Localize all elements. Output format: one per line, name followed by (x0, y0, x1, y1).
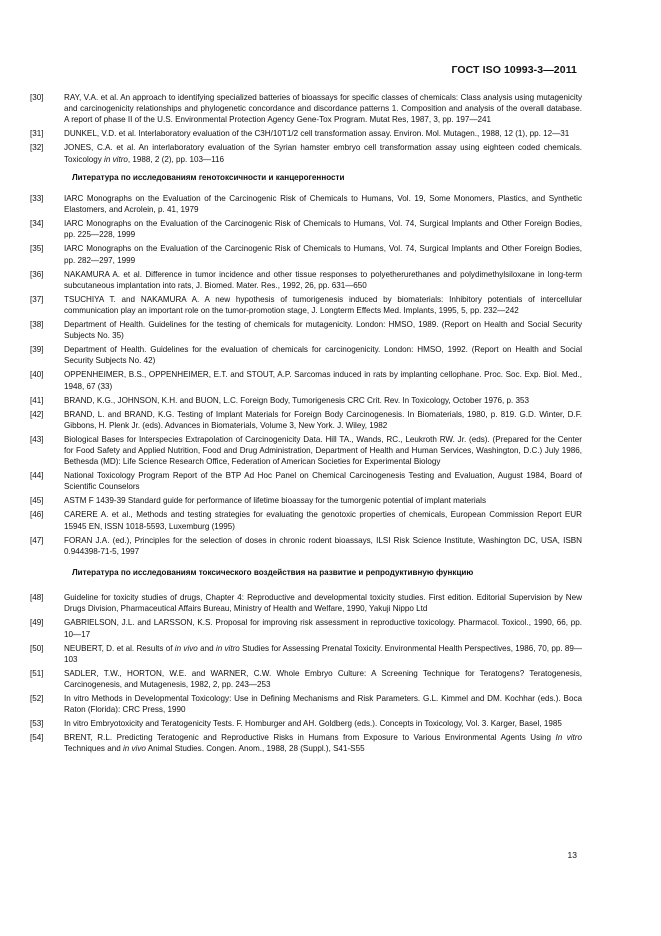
reference-entry (30, 693, 582, 715)
reference-entry (30, 294, 582, 316)
reference-entry (30, 344, 582, 366)
reference-entry (30, 218, 582, 240)
reference-text (64, 294, 582, 316)
reference-text-part: In vitro Embryotoxicity and Teratogenicity Tests. F. Homburger and AH. Goldberg (eds.). Concepts in Toxicology, Vol. 3. Karger, Basel, 1985 (64, 719, 562, 729)
reference-text-part: , 1988, 2 (2), pp. 103—116 (127, 154, 225, 164)
reference-text-part: and (197, 643, 216, 653)
reference-text-part: TSUCHIYA T. and NAKAMURA A. A new hypothesis of tumorigenesis induced by biomaterials: Inhibitory potentials of intercellular communication play an important role on the tumor-promotion stage, J. Longterm Effects Med. Implants, 1995, 5, pp. 232—242 (64, 294, 582, 316)
reference-number: [41] (30, 395, 44, 405)
section-title-reproductive: Литература по исследованиям токсического воздействия на развитие и репродуктивную функцию (72, 568, 474, 578)
reference-text (64, 434, 582, 468)
reference-text-part: NAKAMURA A. et al. Difference in tumor incidence and other tissue responses to polyetherurethanes and polydimethylsiloxane in long-term subcutaneous implantation into rats, J. Biomed. Mater. Res., 1992, 26, pp. 631—650 (64, 269, 582, 290)
reference-number: [37] (30, 294, 44, 304)
reference-text-part: BRAND, L. and BRAND, K.G. Testing of Implant Materials for Foreign Body Carcinogenesis. In Biomaterials, 1980, p. 819. G.D. Winter, D.F. Gibbons, H. Plenk Jr. (eds). Advances in Biomaterials, Volume 3, New York. J. Wiley, 1982 (64, 409, 582, 430)
reference-text (64, 395, 582, 406)
reference-number: [43] (30, 434, 44, 444)
reference-text (64, 732, 582, 754)
reference-number: [42] (30, 409, 44, 419)
reference-entry (30, 395, 582, 406)
reference-number: [48] (30, 593, 44, 603)
reference-number: [45] (30, 496, 44, 506)
reference-entry (30, 92, 582, 126)
reference-number: [46] (30, 510, 44, 520)
reference-entry (30, 434, 582, 468)
reference-text (64, 592, 582, 614)
reference-entry (30, 535, 582, 557)
reference-number: [54] (30, 733, 44, 743)
reference-text-part: Department of Health. Guidelines for the testing of chemicals for mutagenicity. London: HMSO, 1989. (Report on Health and Social Security Subjects No. 35) (64, 320, 582, 341)
reference-text-part: Studies for Assessing Prenatal Toxicity. Environmental Health Perspectives, 1986, 70, pp. 89—103 (64, 643, 582, 664)
reference-group-general (30, 92, 582, 165)
reference-text-part: RAY, V.A. et al. An approach to identifying specialized batteries of bioassays for specific classes of chemicals: Class analysis using mutagenicity and carcinogenicity relationships and phylogenetic concordance and discordance patterns 1. Composition and analysis of the overall database. A report of phase II of the U.S. Environmental Protection Agency Gene-Tox Program. Mutat Res, 1987, 3, pp. 197—241 (64, 93, 582, 125)
reference-group-genotoxicity (30, 193, 582, 557)
reference-text-part: BRAND, K.G., JOHNSON, K.H. and BUON, L.C. Foreign Body, Tumorigenesis CRC Crit. Rev. In Toxicology, October 1976, p. 353 (64, 395, 529, 405)
reference-text-italic: in vitro (215, 643, 240, 653)
references-list (30, 92, 582, 757)
reference-text (64, 470, 582, 492)
reference-text (64, 269, 582, 291)
reference-entry (30, 732, 582, 754)
reference-number: [51] (30, 668, 44, 678)
reference-text-part: IARC Monographs on the Evaluation of the Carcinogenic Risk of Chemicals to Humans, Vol. 19, Some Monomers, Plastics, and Synthetic Elastomers, and Acrolein, p. 41, 1979 (64, 194, 582, 215)
reference-number: [34] (30, 219, 44, 229)
reference-text-italic: in vivo (122, 744, 146, 754)
reference-text-part: Biological Bases for Interspecies Extrapolation of Carcinogenicity Data. Hill TA., Wands, RC., Leukroth RW. Jr. (eds). (Prepared for the Center for Food Safety and Applied Nutrition, Food and Drug Administration, Department of Health and Human Services, Washington, D.C.) July 1986, Bethesda (MD): Life Science Research Office, Federation of American Societies for Experimental Biology (64, 434, 582, 467)
reference-entry (30, 319, 582, 341)
reference-entry (30, 592, 582, 614)
reference-text (64, 643, 582, 665)
reference-entry (30, 617, 582, 639)
reference-text (64, 319, 582, 341)
reference-text-part: CARERE A. et al., Methods and testing strategies for evaluating the genotoxic properties of chemicals, European Commission Report EUR 15945 EN, ISSN 1018-5593, Luxemburg (1995) (64, 510, 582, 531)
reference-number: [52] (30, 694, 44, 704)
reference-entry (30, 142, 582, 164)
reference-text-part: In vitro Methods in Developmental Toxicology: Use in Defining Mechanisms and Risk Parameters. G.L. Kimmel and DM. Kochhar (eds.). Boca Raton (Florida): CRC Press, 1990 (64, 694, 582, 715)
reference-text-part: Department of Health. Guidelines for the evaluation of chemicals for carcinogenicity. London: HMSO, 1992. (Report on Health and Social Security Subjects No. 42) (64, 345, 582, 366)
reference-text (64, 535, 582, 557)
reference-text-part: OPPENHEIMER, B.S., OPPENHEIMER, E.T. and STOUT, A.P. Sarcomas induced in rats by implanting cellophane. Proc. Soc. Exp. Biol. Med., 1948, 67 (33) (64, 370, 582, 391)
reference-text-part: NEUBERT, D. et al. Results of (64, 643, 175, 653)
reference-text (64, 193, 582, 215)
reference-entry (30, 269, 582, 291)
reference-text (64, 243, 582, 265)
reference-text-part: DUNKEL, V.D. et al. Interlaboratory evaluation of the C3H/10T1/2 cell transformation assay. Environ. Mol. Mutagen., 1988, 12 (1), pp. 12—31 (64, 129, 570, 139)
reference-text (64, 128, 582, 139)
reference-text (64, 369, 582, 391)
reference-text-part: GABRIELSON, J.L. and LARSSON, K.S. Proposal for improving risk assessment in reproductive toxicology. Pharmacol. Toxicol., 1990, 66, pp. 10—17 (64, 618, 582, 639)
reference-number: [47] (30, 535, 44, 545)
reference-text (64, 92, 582, 126)
reference-text (64, 218, 582, 240)
reference-entry (30, 369, 582, 391)
reference-entry (30, 509, 582, 531)
reference-text-part: BRENT, R.L. Predicting Teratogenic and Reproductive Risks in Humans from Exposure to Various Environmental Agents Using (64, 733, 556, 743)
reference-text-part: Animal Studies. Congen. Anom., 1988, 28 (Suppl.), S41-S55 (145, 744, 365, 754)
reference-text-part: IARC Monographs on the Evaluation of the Carcinogenic Risk of Chemicals to Humans, Vol. 74, Surgical Implants and Other Foreign Bodies, pp. 225—228, 1999 (64, 219, 582, 240)
reference-number: [33] (30, 194, 44, 204)
reference-text (64, 693, 582, 715)
reference-number: [49] (30, 618, 44, 628)
reference-text-italic: in vivo (174, 643, 198, 653)
reference-text-part: FORAN J.A. (ed.), Principles for the selection of doses in chronic rodent bioassays, ILSI Risk Science Institute, Washington DC, USA, ISBN 0.944398-71-5, 1997 (64, 535, 582, 556)
reference-text (64, 142, 582, 164)
reference-text (64, 509, 582, 531)
reference-text (64, 718, 582, 729)
reference-text-italic: In vitro (555, 733, 582, 743)
reference-text-part: ASTM F 1439-39 Standard guide for performance of lifetime bioassay for the tumorgenic potential of implant materials (64, 496, 486, 506)
reference-entry (30, 243, 582, 265)
reference-entry (30, 128, 582, 139)
reference-text-part: JONES, C.A. et al. An interlaboratory evaluation of the Syrian hamster embryo cell transformation assay using eighteen coded chemicals. Toxicology (64, 143, 582, 164)
reference-text (64, 495, 582, 506)
reference-number: [30] (30, 93, 44, 102)
section-title-genotoxicity: Литература по исследованиям генотоксичности и канцерогенности (72, 172, 345, 182)
reference-number: [44] (30, 471, 44, 481)
reference-text (64, 344, 582, 366)
reference-number: [32] (30, 143, 44, 153)
reference-number: [38] (30, 320, 44, 330)
reference-text (64, 409, 582, 431)
reference-text-italic: in vitro (104, 154, 128, 164)
reference-number: [35] (30, 244, 44, 254)
reference-entry (30, 495, 582, 506)
reference-group-reproductive (30, 592, 582, 754)
reference-text-part: Guideline for toxicity studies of drugs, Chapter 4: Reproductive and developmental toxicity studies. First edition. Editorial Supervision by New Drugs Division, Pharmaceutical Affairs Bureau, Ministry of Health and Welfare, 1990, Yakuji Nippo Ltd (64, 593, 582, 614)
reference-entry (30, 718, 582, 729)
reference-number: [53] (30, 719, 44, 729)
reference-number: [36] (30, 269, 44, 279)
reference-entry (30, 668, 582, 690)
reference-entry (30, 409, 582, 431)
reference-text-part: Techniques and (64, 744, 123, 754)
reference-number: [40] (30, 370, 44, 380)
reference-text-part: SADLER, T.W., HORTON, W.E. and WARNER, C.W. Whole Embryo Culture: A Screening Technique for Teratogens? Teratogenesis, Carcinogenesis, and Mutagenesis, 1982, 2, pp. 243—253 (64, 668, 582, 690)
reference-entry (30, 643, 582, 665)
reference-number: [50] (30, 643, 44, 653)
reference-text (64, 617, 582, 639)
reference-text (64, 668, 582, 690)
reference-number: [31] (30, 129, 44, 139)
reference-text-part: IARC Monographs on the Evaluation of the Carcinogenic Risk of Chemicals to Humans, Vol. 74, Surgical Implants and Other Foreign Bodies, pp. 282—297, 1999 (64, 244, 582, 265)
standard-code: ГОСТ ISO 10993-3—2011 (451, 64, 577, 76)
reference-entry (30, 193, 582, 215)
page-number: 13 (567, 850, 577, 860)
reference-entry (30, 470, 582, 492)
reference-number: [39] (30, 345, 44, 355)
reference-text-part: National Toxicology Program Report of the BTP Ad Hoc Panel on Chemical Carcinogenesis Testing and Evaluation, August 1984, Board of Scientific Counselors (64, 471, 582, 492)
